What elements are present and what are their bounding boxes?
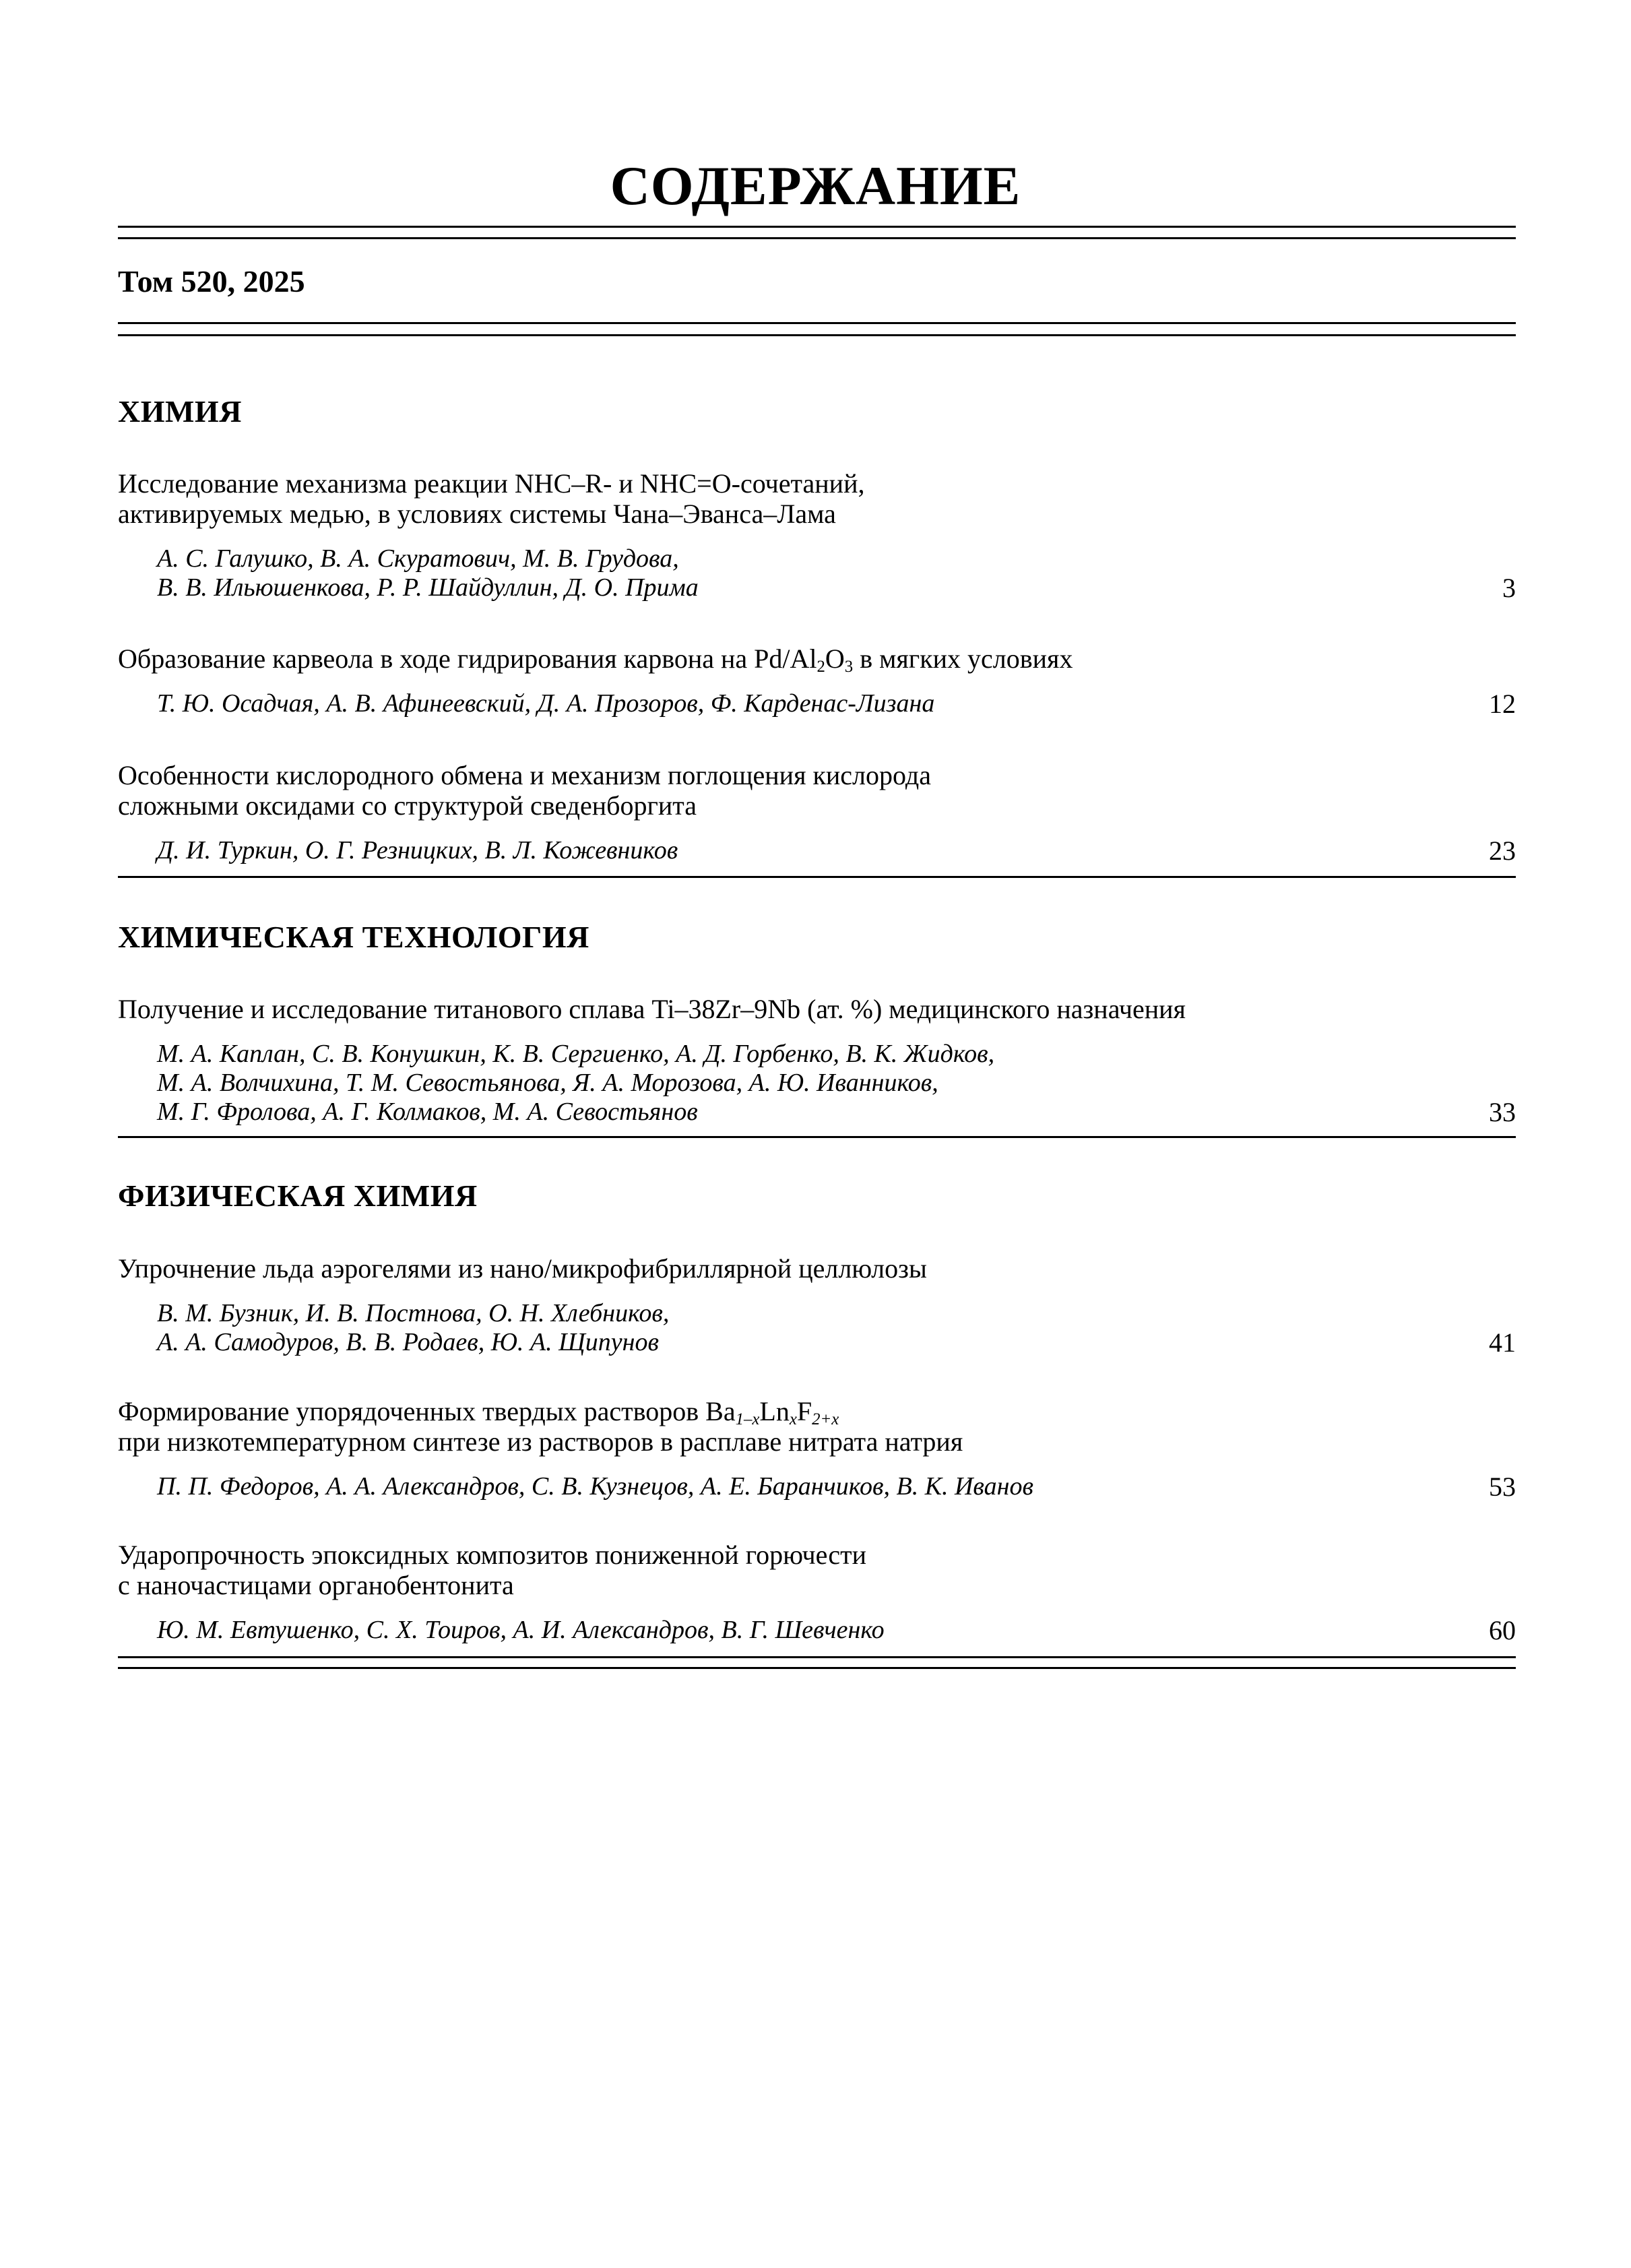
toc-entry (118, 1253, 1516, 1357)
article-authors (118, 1472, 1516, 1501)
page-number: 60 (1489, 1615, 1516, 1645)
authors-line: А. А. Самодуров, В. В. Родаев, Ю. А. Щипунов (157, 1328, 659, 1356)
title-rule-top (118, 226, 1516, 228)
footer-rule-bottom (118, 1667, 1516, 1669)
title-text: Формирование упорядоченных твердых растворов Ba (118, 1396, 736, 1426)
title-line: Упрочнение льда аэрогелями из нано/микрофибриллярной целлюлозы (118, 1253, 927, 1284)
title-text: Ln (759, 1396, 790, 1426)
title-line: Исследование механизма реакции NHC–R- и NHC=O-сочетаний, (118, 468, 865, 499)
page-number: 41 (1489, 1327, 1516, 1358)
authors-line: А. С. Галушко, В. А. Скуратович, М. В. Грудова, (157, 544, 679, 573)
title-line: активируемых медью, в условиях системы Чана–Эванса–Лама (118, 499, 836, 529)
section-heading-chemistry: ХИМИЯ (118, 394, 242, 429)
toc-entry (118, 1396, 1516, 1501)
volume-label: Том 520, 2025 (118, 264, 305, 298)
toc-entry (118, 760, 1516, 865)
title-line: Получение и исследование титанового сплава Ti–38Zr–9Nb (ат. %) медицинского назначения (118, 994, 1186, 1024)
volume-rule-top (118, 322, 1516, 324)
subscript: 3 (844, 658, 854, 676)
page-number: 23 (1489, 836, 1516, 866)
article-title (118, 994, 1516, 1024)
title-line: сложными оксидами со структурой сведенборгита (118, 790, 697, 821)
title-text: F (796, 1396, 812, 1426)
authors-line: М. Г. Фролова, А. Г. Колмаков, М. А. Севостьянов (157, 1098, 698, 1126)
toc-entry (118, 468, 1516, 602)
title-line: Особенности кислородного обмена и механизм поглощения кислорода (118, 760, 931, 790)
authors-line: М. А. Волчихина, Т. М. Севостьянова, Я. А. Морозова, А. Ю. Иванников, (157, 1069, 938, 1097)
title-text: O (825, 643, 845, 674)
section-divider (118, 1136, 1516, 1138)
article-title (118, 1253, 1516, 1284)
authors-line: М. А. Каплан, С. В. Конушкин, К. В. Сергиенко, А. Д. Горбенко, В. К. Жидков, (157, 1040, 995, 1068)
page-number: 3 (1502, 573, 1516, 603)
authors-line: В. В. Ильюшенкова, Р. Р. Шайдуллин, Д. О. Прима (157, 573, 699, 602)
authors-line: В. М. Бузник, И. В. Постнова, О. Н. Хлебников, (157, 1299, 670, 1327)
section-heading-physical-chemistry: ФИЗИЧЕСКАЯ ХИМИЯ (118, 1178, 478, 1213)
page-number: 53 (1489, 1472, 1516, 1502)
title-text: Образование карвеола в ходе гидрирования карвона на Pd/Al (118, 643, 817, 674)
authors-line: Д. И. Туркин, О. Г. Резницких, В. Л. Кожевников (157, 836, 678, 864)
article-title (118, 1396, 1516, 1457)
article-authors (118, 1040, 1516, 1127)
page-title: СОДЕРЖАНИЕ (610, 155, 1021, 216)
subscript: x (789, 1410, 797, 1429)
title-line: при низкотемпературном синтезе из растворов в расплаве нитрата натрия (118, 1426, 963, 1457)
article-authors (118, 689, 1516, 718)
authors-line: П. П. Федоров, А. А. Александров, С. В. Кузнецов, А. Е. Баранчиков, В. К. Иванов (157, 1472, 1034, 1501)
toc-entry (118, 1540, 1516, 1645)
section-heading-chemical-technology: ХИМИЧЕСКАЯ ТЕХНОЛОГИЯ (118, 920, 589, 954)
page-number: 33 (1489, 1097, 1516, 1127)
article-title (118, 643, 1516, 674)
toc-entry (118, 643, 1516, 718)
article-authors (118, 836, 1516, 865)
article-authors (118, 1616, 1516, 1645)
subscript: 1–x (735, 1410, 760, 1429)
section-divider (118, 876, 1516, 878)
toc-entry (118, 994, 1516, 1127)
title-text: в мягких условиях (853, 643, 1073, 674)
footer-rule-top (118, 1656, 1516, 1658)
title-line: с наночастицами органобентонита (118, 1570, 514, 1600)
title-rule-bottom (118, 237, 1516, 239)
subscript: 2 (817, 658, 825, 676)
page-number: 12 (1489, 689, 1516, 719)
authors-line: Т. Ю. Осадчая, А. В. Афинеевский, Д. А. Прозоров, Ф. Карденас-Лизана (157, 689, 935, 718)
title-line (118, 1396, 1516, 1429)
authors-line: Ю. М. Евтушенко, С. Х. Тоиров, А. И. Александров, В. Г. Шевченко (157, 1616, 885, 1644)
article-authors (118, 544, 1516, 602)
article-title (118, 760, 1516, 821)
article-authors (118, 1299, 1516, 1357)
article-title (118, 1540, 1516, 1600)
title-line: Ударопрочность эпоксидных композитов пониженной горючести (118, 1540, 866, 1570)
volume-rule-bottom (118, 334, 1516, 336)
article-title (118, 468, 1516, 529)
subscript: 2+x (812, 1410, 839, 1429)
